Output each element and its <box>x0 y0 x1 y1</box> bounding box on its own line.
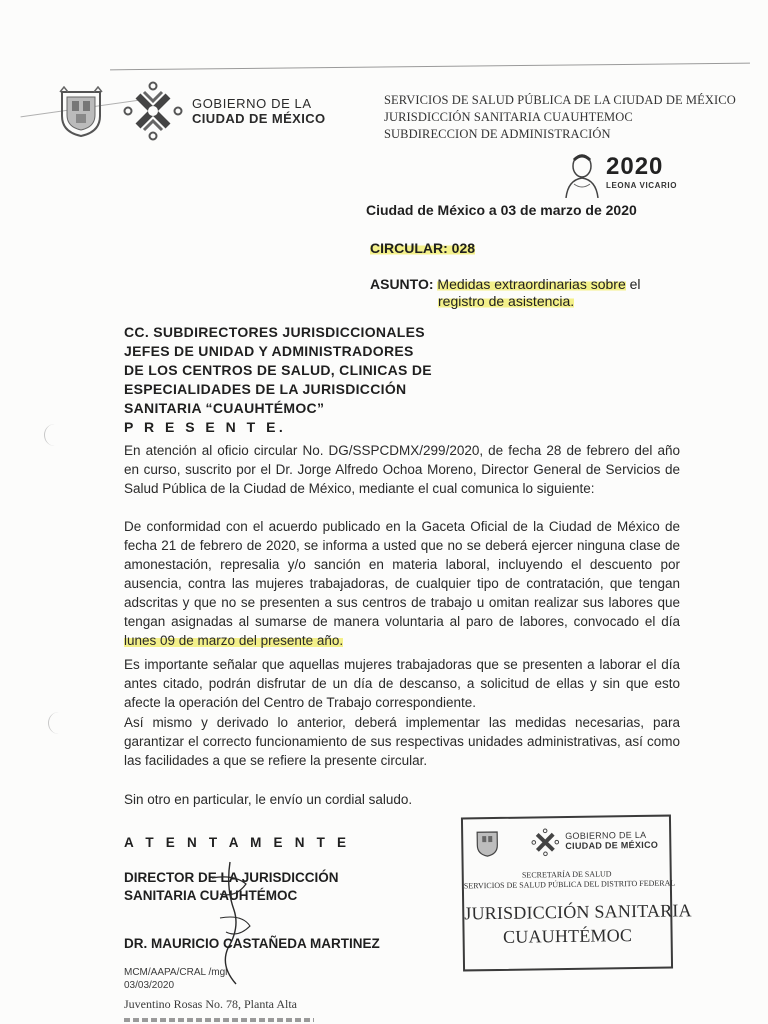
addressee-line-presente: P R E S E N T E. <box>124 419 287 435</box>
office-address: Juventino Rosas No. 78, Planta Alta <box>124 997 297 1011</box>
official-stamp <box>461 815 692 972</box>
closing-atentamente: A T E N T A M E N T E <box>124 835 351 850</box>
scan-punch-mark <box>44 424 65 446</box>
stamp-coat-of-arms-icon <box>475 829 499 857</box>
stamp-jurisdiccion <box>464 899 692 950</box>
institution-line-1: SERVICIOS DE SALUD PÚBLICA DE LA CIUDAD DE MÉXICO <box>384 93 736 107</box>
body-paragraph-2-highlight: lunes 09 de marzo del presente año. <box>124 633 344 648</box>
leona-vicario-portrait-icon <box>560 152 604 198</box>
stamp-gov-line-1: GOBIERNO DE LA <box>565 829 647 842</box>
year-label: 2020 <box>606 153 664 180</box>
body-paragraph-3: Es importante señalar que aquellas mujeres trabajadoras que se presenten a laborar el día antes citado, podrán disfrutar de un día de descanso, a solicitud de ellas y sin que esto afecte la operación del Centro de Trabajo correspondiente. <box>124 657 680 710</box>
year-subtitle: LEONA VICARIO <box>606 181 678 190</box>
stamp-juris-line-2: CUAUHTÉMOC <box>502 925 633 947</box>
addressee-block <box>124 323 432 437</box>
body-paragraph-2 <box>124 517 680 650</box>
institution-line-3: SUBDIRECCION DE ADMINISTRACIÓN <box>384 127 611 141</box>
institution-header <box>384 92 736 143</box>
reference-initials <box>124 966 227 992</box>
body-paragraph-4: Así mismo y derivado lo anterior, deberá implementar las medidas necesarias, para garantizar el correcto funcionamiento de sus respectivas unidades administrativas, así como las facilidades a que se refiere la presente circular. <box>124 715 680 768</box>
addressee-line: ESPECIALIDADES DE LA JURISDICCIÓN <box>124 381 407 397</box>
subject-text-tail: el <box>625 276 641 292</box>
subject-text-line-2: registro de asistencia. <box>438 293 575 309</box>
scan-edge-line <box>110 63 750 71</box>
signer-title-line-1: DIRECTOR DE LA JURISDICCIÓN <box>124 870 339 885</box>
institution-line-2: JURISDICCIÓN SANITARIA CUAUHTEMOC <box>384 110 633 124</box>
government-line-1: GOBIERNO DE LA <box>192 96 312 111</box>
stamp-secretaria-line: SECRETARÍA DE SALUD <box>521 869 612 880</box>
body-paragraph-1: En atención al oficio circular No. DG/SSPCDMX/299/2020, de fecha 28 de febrero del año en curso, suscrito por el Dr. Jorge Alfredo Ochoa Moreno, Director General de Servicios de Salud Pública de la Ciudad de México, mediante el cual comunica lo siguiente: <box>124 443 680 496</box>
initials-line-1: MCM/AAPA/CRAL /mgl <box>124 967 228 978</box>
body-paragraph-5: Sin otro en particular, le envío un cordial saludo. <box>124 792 413 807</box>
coat-of-arms-icon <box>58 86 104 138</box>
government-line-2: CIUDAD DE MÉXICO <box>192 111 326 126</box>
stamp-secretaria <box>463 869 676 892</box>
stamp-servicios-line: SERVICIOS DE SALUD PÚBLICA DEL DISTRITO FEDERAL <box>463 878 676 891</box>
circular-number: CIRCULAR: 028 <box>370 240 476 256</box>
stamp-juris-line-1: JURISDICCIÓN SANITARIA <box>464 900 692 924</box>
signer-title-line-2: SANITARIA CUAUHTÉMOC <box>124 888 298 903</box>
signer-name: DR. MAURICIO CASTAÑEDA MARTINEZ <box>124 936 380 951</box>
cdmx-logo-icon <box>122 80 184 142</box>
date-line: Ciudad de México a 03 de marzo de 2020 <box>366 202 637 218</box>
subject-text-highlight: Medidas extraordinarias sobre <box>437 276 626 292</box>
stamp-gov-line-2: CIUDAD DE MÉXICO <box>565 839 659 852</box>
cut-off-address-line <box>124 1015 314 1024</box>
subject-line <box>370 276 641 292</box>
addressee-line: DE LOS CENTROS DE SALUD, CLINICAS DE <box>124 362 432 378</box>
addressee-line: CC. SUBDIRECTORES JURISDICCIONALES <box>124 324 425 340</box>
initials-line-2: 03/03/2020 <box>124 980 175 991</box>
addressee-line: SANITARIA “CUAUHTÉMOC” <box>124 400 325 416</box>
scan-punch-mark <box>48 712 69 734</box>
body-paragraph-2-text: De conformidad con el acuerdo publicado en la Gaceta Oficial de la Ciudad de México de fecha 21 de febrero de 2020, se informa a usted que no se deberá ejercer ninguna clase de amonestación, represalia y/o sanción en materia laboral, incluyendo el descuento por ausencia, contra las mujeres trabajadoras, de cualquier tipo de contratación, que tengan adscritas y que no se presenten a sus centros de trabajo u omitan realizar sus labores que tengan asignadas al sumarse de manera voluntaria al paro de labores, convocado el día <box>124 519 680 629</box>
government-name <box>192 96 326 126</box>
stamp-government-name <box>565 830 658 851</box>
addressee-line: JEFES DE UNIDAD Y ADMINISTRADORES <box>124 343 414 359</box>
subject-label: ASUNTO: <box>370 276 434 292</box>
stamp-cdmx-logo-icon <box>531 828 559 856</box>
